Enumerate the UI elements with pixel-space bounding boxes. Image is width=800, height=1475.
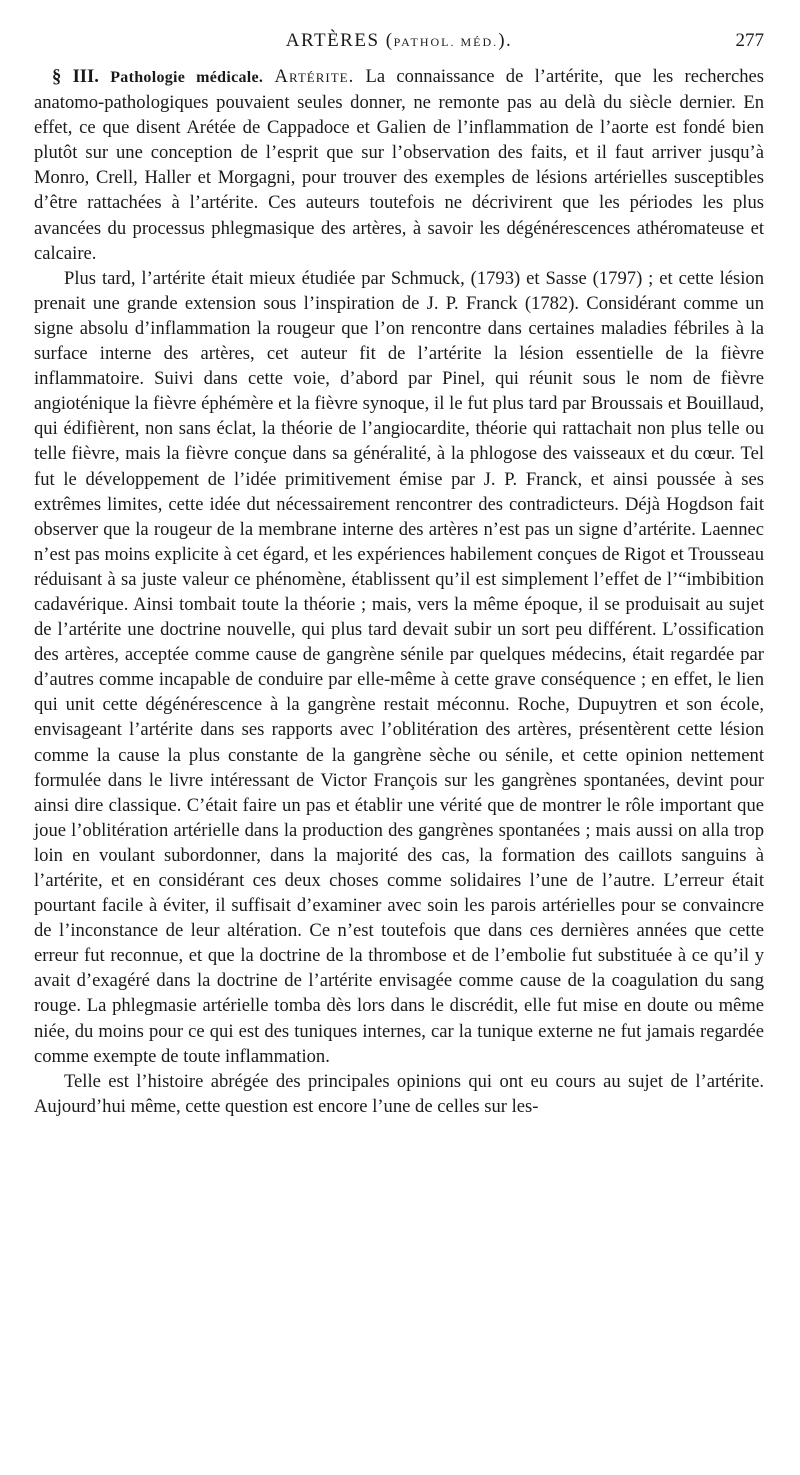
section-heading: Pathologie médicale.	[110, 69, 264, 86]
paragraph-3: Telle est l’histoire abrégée des principales opinions qui ont eu cours au sujet de l’artérite. Aujourd’hui même, cette question est encore l’une de celles sur les-	[34, 1070, 764, 1117]
running-title-sub: PATHOL. MÉD.	[393, 35, 499, 49]
page-number: 277	[735, 30, 764, 51]
paragraph-1	[34, 64, 764, 266]
running-title	[34, 30, 764, 52]
running-head	[34, 30, 764, 56]
running-title-main: ARTÈRES (	[285, 30, 394, 51]
section-keyword: Artérite.	[274, 66, 355, 87]
section-mark: § III.	[52, 66, 99, 87]
running-title-end: ).	[498, 30, 513, 51]
paragraph-2: Plus tard, l’artérite était mieux étudiée par Schmuck, (1793) et Sasse (1797) ; et cette lésion prenait une grande extension sous l’inspiration de J. P. Franck (1782). Considérant comme un signe absolu d’inflammation la rougeur que l’on rencontre dans certaines maladies fébriles à la surface interne des artères, cet auteur fit de l’artérite la lésion essentielle de la fièvre inflammatoire. Suivi dans cette voie, d’abord par Pinel, qui réunit sous le nom de fièvre angioténique la fièvre éphémère et la fièvre synoque, il le fut plus tard par Broussais et Bouillaud, qui édifièrent, non sans éclat, la théorie de l’angiocardite, théorie qui rattachait non plus telle ou telle fièvre, mais la fièvre conçue dans sa généralité, à la phlogose des vaisseaux et du cœur. Tel fut le développement de l’idée primitivement émise par J. P. Franck, et ainsi poussée à ses extrêmes limites, cette idée dut nécessairement rencontrer des contradicteurs. Déjà Hogdson fait observer que la rougeur de la membrane interne des artères n’est pas un signe d’artérite. Laennec n’est pas moins explicite à cet égard, et les expériences habilement conçues de Rigot et Trousseau réduisant à sa juste valeur ce phénomène, établissent qu’il est simplement l’effet de l’“imbibition cadavérique. Ainsi tombait toute la théorie ; mais, vers la même époque, il se produisait au sujet de l’artérite une doctrine nouvelle, qui plus tard devait subir un sort peu différent. L’ossification des artères, acceptée comme cause de gangrène sénile par quelques médecins, était regardée par d’autres comme incapable de conduire par elle-même à cette grave conséquence ; en effet, le lien qui unit cette dégénérescence à la gangrène restait méconnu. Roche, Dupuytren et son école, envisageant l’artérite dans ses rapports avec l’oblitération des artères, présentèrent cette lésion comme la cause la plus constante de la gangrène sèche ou sénile, et cette opinion nettement formulée dans le livre intéressant de Victor François sur les gangrènes spontanées, devint pour ainsi dire classique. C’était faire un pas et établir une vérité que de montrer le rôle important que joue l’oblitération artérielle dans la production des gangrènes spontanées ; mais aussi on alla trop loin en voulant subordonner, dans la majorité des cas, la formation des caillots sanguins à l’artérite, et en considérant ces deux choses comme solidaires l’une de l’autre. L’erreur était pourtant facile à éviter, il suffisait d’examiner avec soin les parois artérielles pour se convaincre de l’inconstance de leur altération. Ce n’est toutefois que dans ces dernières années que cette erreur fut reconnue, et que la doctrine de la thrombose et de l’embolie fut substituée à ce qu’il y avait d’exagéré dans la doctrine de l’artérite envisagée comme cause de la coagulation du sang rouge. La phlegmasie artérielle tomba dès lors dans le discrédit, elle fut mise en doute ou même niée, du moins pour ce qui est des tuniques internes, car la tunique externe ne fut jamais regardée comme exempte de toute inflammation.	[34, 267, 764, 1067]
paragraph-1-text: La connaissance de l’artérite, que les recherches anatomo-pathologiques pouvaient seules donner, ne remonte pas au delà du siècle dernier. En effet, ce que disent Arétée de Cappadoce et Galien de l’inflammation de l’aorte est fondé bien plutôt sur une conception de l’esprit que sur l’observation des faits, et il faut arriver jusqu’à Monro, Crell, Haller et Morgagni, pour trouver des exemples de lésions artérielles susceptibles d’être rattachées à l’artérite. Ces auteurs toutefois ne décrivirent que les périodes les plus avancées du processus phlegmasique des artères, à savoir les dégénérescences athéromateuse et calcaire.	[34, 66, 765, 264]
body-text	[34, 64, 764, 1119]
